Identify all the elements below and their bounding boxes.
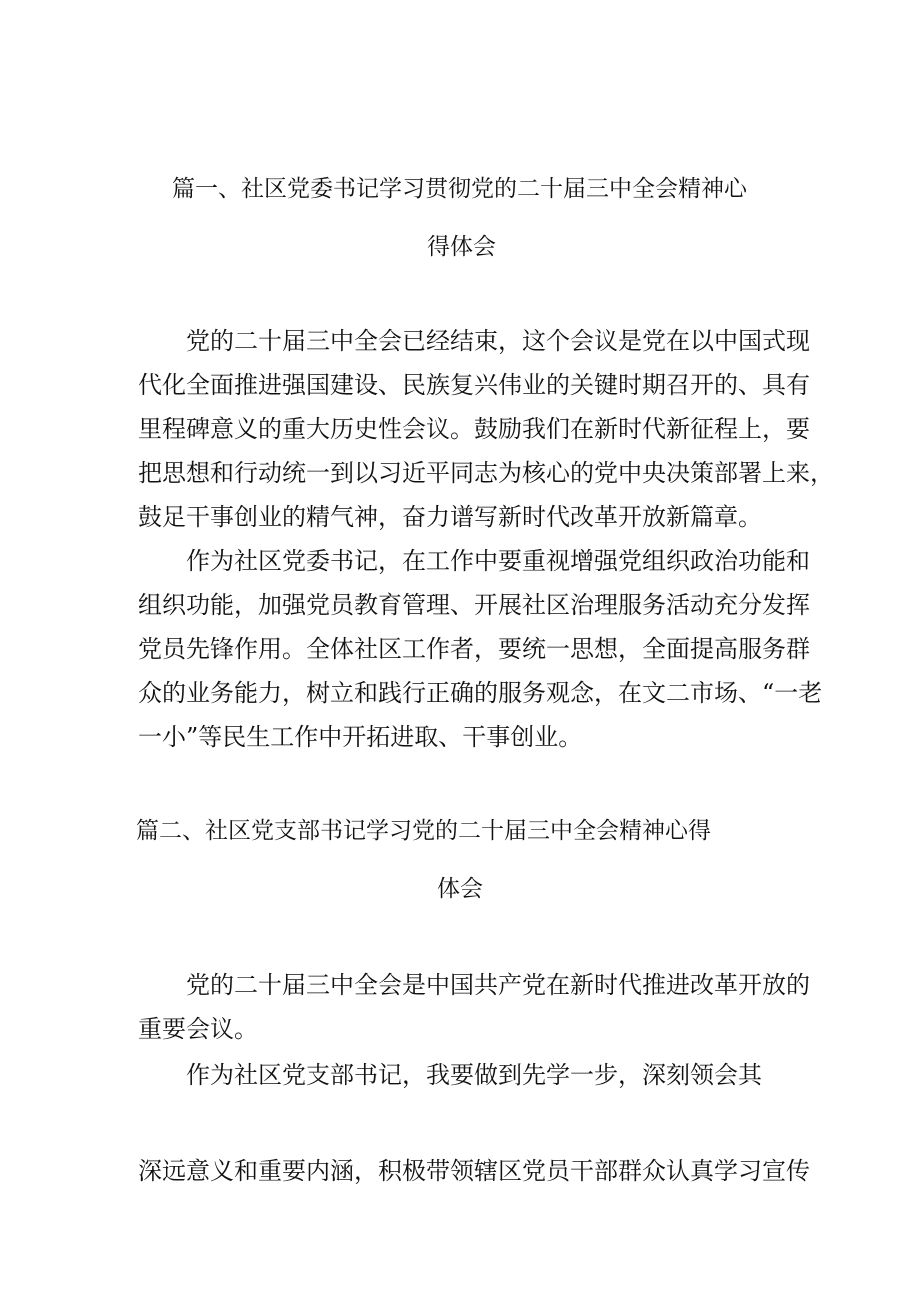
section1-title-line2: 得体会 xyxy=(427,234,496,260)
s1-p1-line1: 党的二十届三中全会已经结束，这个会议是党在以中国式现 xyxy=(186,327,810,355)
section1-title-line1: 篇一、社区党委书记学习贯彻党的二十届三中全会精神心 xyxy=(172,176,747,202)
section2-title-line2: 体会 xyxy=(437,876,483,902)
s2-p1-line2: 重要会议。 xyxy=(138,1015,258,1043)
s1-p1-line4: 把思想和行动统一到以习近平同志为核心的党中央决策部署上来， xyxy=(138,459,834,487)
section2-title-line1: 篇二、社区党支部书记学习党的二十届三中全会精神心得 xyxy=(136,818,711,844)
s1-p1-line3: 里程碑意义的重大历史性会议。鼓励我们在新时代新征程上，要 xyxy=(138,415,810,443)
s2-p1-line1: 党的二十届三中全会是中国共产党在新时代推进改革开放的 xyxy=(186,971,810,999)
s1-p1-line2: 代化全面推进强国建设、民族复兴伟业的关键时期召开的、具有 xyxy=(138,371,810,399)
s1-p2-line1: 作为社区党委书记，在工作中要重视增强党组织政治功能和 xyxy=(186,547,810,575)
s1-p2-line5: 一小”等民生工作中开拓进取、干事创业。 xyxy=(138,723,583,751)
s1-p1-line5: 鼓足干事创业的精气神，奋力谱写新时代改革开放新篇章。 xyxy=(138,503,762,531)
s2-p2-line1: 作为社区党支部书记，我要做到先学一步，深刻领会其 xyxy=(186,1061,762,1089)
s2-p3-line1: 深远意义和重要内涵，积极带领辖区党员干部群众认真学习宣传 xyxy=(138,1157,810,1185)
s1-p2-line4: 众的业务能力，树立和践行正确的服务观念，在文二市场、“一老 xyxy=(138,679,823,707)
s1-p2-line3: 党员先锋作用。全体社区工作者，要统一思想，全面提高服务群 xyxy=(138,635,810,663)
s1-p2-line2: 组织功能，加强党员教育管理、开展社区治理服务活动充分发挥 xyxy=(138,591,810,619)
